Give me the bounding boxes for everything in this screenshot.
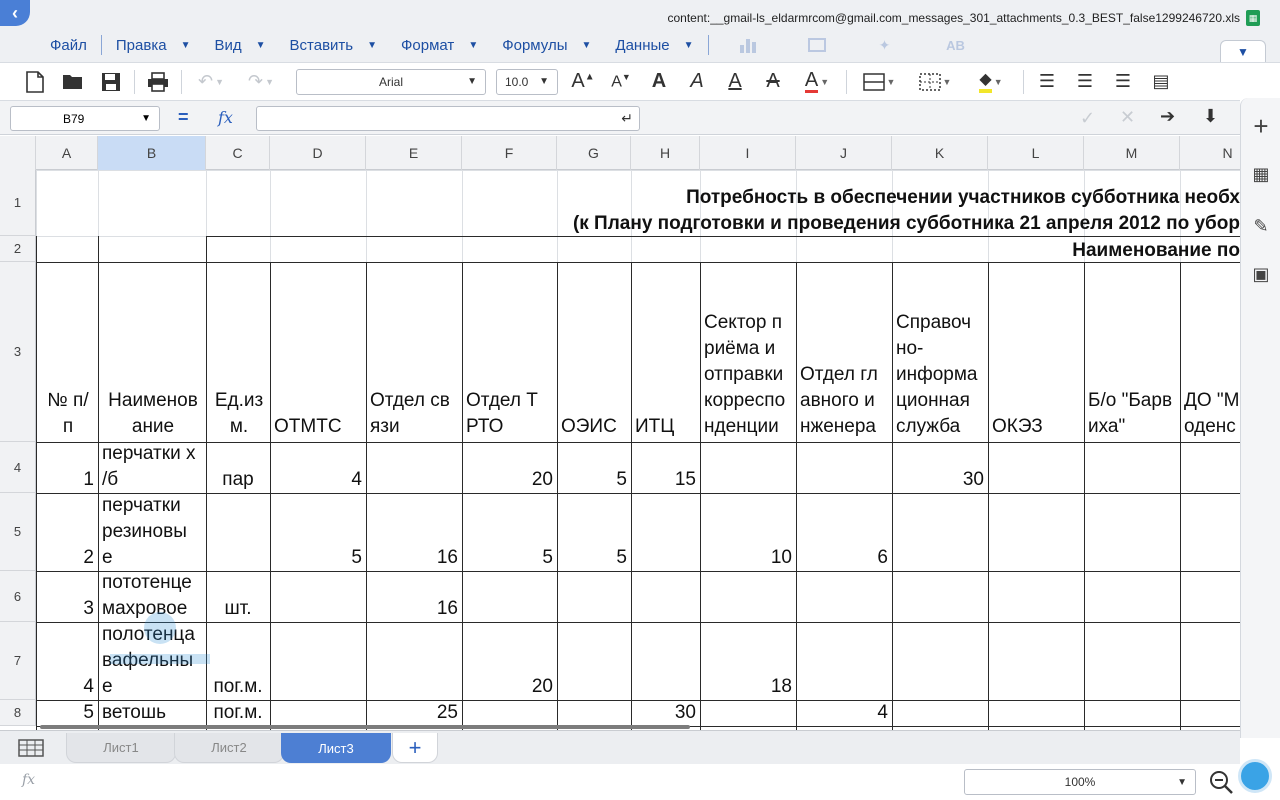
decrease-font-icon[interactable]: A▼: [611, 71, 631, 91]
table-border: [700, 262, 701, 730]
row-header-6[interactable]: 6: [0, 571, 36, 622]
column-header-m[interactable]: M: [1084, 136, 1180, 170]
zoom-in-icon[interactable]: [1238, 759, 1272, 793]
table-border: [36, 493, 1240, 494]
table-border: [366, 262, 367, 730]
chevron-down-icon: ▼: [141, 113, 151, 124]
shapes-icon: ✦: [878, 36, 891, 53]
table-border: [988, 262, 989, 730]
chevron-down-icon: ▼: [255, 39, 266, 51]
sheet-tab-2[interactable]: [174, 733, 284, 763]
chevron-down-icon: ▼: [265, 76, 274, 87]
merge-cells-button[interactable]: [851, 66, 907, 98]
chevron-down-icon: ▼: [1237, 44, 1249, 59]
chevron-down-icon: ▼: [215, 76, 224, 87]
header-cell-f[interactable]: Отдел Т РТО: [466, 390, 538, 437]
cell-i7[interactable]: 18: [770, 676, 792, 697]
cell-reference-box[interactable]: [10, 106, 160, 131]
cell-c4[interactable]: пар: [222, 469, 254, 490]
zoom-value: 100%: [1064, 775, 1096, 789]
confirm-icon[interactable]: ✓: [1080, 108, 1096, 128]
borders-button[interactable]: [907, 66, 963, 98]
column-header-j[interactable]: J: [796, 136, 892, 170]
cell-f4[interactable]: 20: [531, 469, 553, 490]
menu-formulas[interactable]: [494, 31, 599, 59]
bold-icon[interactable]: A: [651, 70, 667, 92]
cell-f5[interactable]: 5: [542, 547, 553, 568]
sheet-tab-1[interactable]: [66, 733, 176, 763]
image-icon: [808, 38, 826, 52]
column-header-b[interactable]: B: [98, 136, 206, 170]
row-header-5[interactable]: 5: [0, 493, 36, 571]
cell-h8[interactable]: 30: [674, 702, 696, 723]
arrow-right-icon[interactable]: ➔: [1160, 106, 1176, 126]
menu-label: Данные: [615, 36, 670, 54]
align-right-icon[interactable]: ☰: [1114, 71, 1132, 91]
sheet-list-icon[interactable]: [18, 739, 44, 757]
column-header-c[interactable]: C: [206, 136, 270, 170]
header-cell-d[interactable]: ОТМТС: [274, 416, 342, 437]
new-document-icon[interactable]: [16, 66, 54, 98]
cell-g4[interactable]: 5: [616, 469, 627, 490]
paint-bucket-icon: ◆: [979, 71, 991, 93]
cell-c7[interactable]: пог.м.: [213, 676, 263, 697]
menu-divider: [101, 35, 102, 55]
wrap-text-icon[interactable]: ▤: [1152, 71, 1170, 91]
cell-b6[interactable]: пототенце махровое: [102, 572, 192, 619]
chevron-down-icon: ▼: [468, 39, 479, 51]
table-border: [892, 262, 893, 730]
chevron-down-icon: ▼: [367, 39, 378, 51]
borders-icon: [919, 73, 941, 91]
chevron-down-icon: ▼: [683, 39, 694, 51]
cell-j8[interactable]: 4: [877, 702, 888, 723]
increase-font-icon[interactable]: A▲: [571, 70, 595, 92]
align-center-icon[interactable]: ☰: [1076, 71, 1094, 91]
sheet-tab-label: Лист1: [103, 740, 139, 755]
menu-label: Правка: [115, 36, 167, 54]
spreadsheet-file-icon: ▦: [1246, 10, 1260, 26]
toolbar-divider: [846, 70, 847, 94]
row-header-3[interactable]: 3: [0, 262, 36, 442]
select-all-corner[interactable]: [0, 136, 36, 170]
column-headers: [0, 136, 1240, 170]
plus-icon: +: [408, 734, 422, 760]
font-color-icon: A: [804, 69, 819, 91]
header-cell-n[interactable]: ДО "М оденс: [1184, 390, 1240, 437]
main-menu: [0, 30, 993, 60]
menu-view[interactable]: [206, 31, 273, 59]
table-settings-icon[interactable]: ▦: [1252, 163, 1270, 184]
chart-icon: [740, 37, 758, 53]
file-name: content:__gmail-ls_eldarmrcom@gmail.com_messages_301_attachments_0.3_BEST_false1299246720.xls: [667, 11, 1240, 25]
table-border: [206, 236, 1240, 237]
cell-i5[interactable]: 10: [770, 547, 792, 568]
function-status-icon[interactable]: fx: [22, 772, 36, 788]
column-header-n[interactable]: N: [1180, 136, 1240, 170]
cell-f7[interactable]: 20: [531, 676, 553, 697]
header-cell-m[interactable]: Б/о "Барв иха": [1088, 390, 1173, 437]
column-header-d[interactable]: D: [270, 136, 366, 170]
column-header-f[interactable]: F: [462, 136, 557, 170]
open-folder-icon[interactable]: [54, 66, 92, 98]
cell-h4[interactable]: 15: [674, 469, 696, 490]
header-cell-l[interactable]: ОКЭЗ: [992, 416, 1043, 437]
cell-a8[interactable]: 5: [83, 702, 94, 723]
table-border: [1180, 262, 1181, 730]
sheet-title-line1: Потребность в обеспечении участников субботника необх: [686, 187, 1240, 208]
cell-c6[interactable]: шт.: [224, 598, 252, 619]
column-header-e[interactable]: E: [366, 136, 462, 170]
chevron-down-icon: ▼: [942, 76, 952, 87]
sheet-tab-label: Лист2: [211, 740, 247, 755]
row-header-7[interactable]: 7: [0, 622, 36, 700]
toolbar-divider: [1023, 70, 1024, 94]
plus-icon[interactable]: +: [1253, 110, 1269, 141]
table-border: [36, 262, 1240, 263]
formula-bar: [0, 100, 1240, 135]
row-header-2[interactable]: 2: [0, 236, 36, 262]
back-button[interactable]: [0, 0, 30, 26]
row-header-4[interactable]: 4: [0, 442, 36, 493]
header-cell-e[interactable]: Отдел св язи: [370, 390, 450, 437]
cell-j5[interactable]: 6: [877, 547, 888, 568]
cancel-icon[interactable]: ✕: [1120, 107, 1136, 127]
chevron-down-icon: ▼: [581, 39, 592, 51]
menu-file[interactable]: [42, 31, 95, 59]
chevron-down-icon: ▼: [539, 76, 549, 87]
chevron-down-icon: ▼: [1177, 776, 1187, 788]
save-icon[interactable]: [92, 66, 130, 98]
zoom-select[interactable]: [964, 769, 1196, 795]
cell-a6[interactable]: 3: [83, 598, 94, 619]
status-bar: [0, 764, 1280, 800]
table-border: [462, 262, 463, 730]
chevron-down-icon: ▼: [993, 76, 1003, 87]
gridline: [36, 170, 1240, 171]
cell-b7[interactable]: полотенца вафельны е: [102, 624, 195, 697]
menu-format[interactable]: [393, 31, 486, 59]
row-header-8[interactable]: 8: [0, 700, 36, 726]
enter-icon[interactable]: ↵: [621, 110, 633, 126]
column-header-i[interactable]: I: [700, 136, 796, 170]
cell-e6[interactable]: 16: [436, 598, 458, 619]
column-header-l[interactable]: L: [988, 136, 1084, 170]
cell-d4[interactable]: 4: [351, 469, 362, 490]
format-toolbar: [0, 62, 1280, 100]
horizontal-scrollbar[interactable]: [40, 725, 690, 729]
table-border: [36, 571, 1240, 572]
header-cell-g[interactable]: ОЭИС: [561, 416, 617, 437]
menu-edit[interactable]: [108, 31, 199, 59]
fill-color-button[interactable]: [963, 66, 1019, 98]
font-name-value: Arial: [378, 74, 403, 89]
chevron-down-icon: ▼: [886, 76, 896, 87]
chevron-down-icon: ▼: [820, 76, 830, 87]
formula-input[interactable]: [256, 106, 640, 131]
menu-insert[interactable]: [282, 31, 386, 59]
toolbar-divider: [134, 70, 135, 94]
toolbar-divider: [181, 70, 182, 94]
column-header-a[interactable]: A: [36, 136, 98, 170]
column-header-k[interactable]: K: [892, 136, 988, 170]
cell-b8[interactable]: ветошь: [102, 702, 167, 723]
column-header-h[interactable]: H: [631, 136, 700, 170]
zoom-out-icon[interactable]: [1208, 769, 1234, 795]
edit-icon[interactable]: ✎: [1253, 215, 1269, 236]
table-border: [36, 442, 1240, 443]
sheet-tab-3[interactable]: [281, 733, 391, 763]
redo-icon: ↷: [247, 71, 264, 91]
cell-k4[interactable]: 30: [962, 469, 984, 490]
cell-a5[interactable]: 2: [83, 547, 94, 568]
merge-cells-icon: [863, 73, 885, 91]
function-icon[interactable]: fx: [218, 108, 233, 127]
column-header-g[interactable]: G: [557, 136, 631, 170]
menu-label: Вставить: [289, 36, 354, 54]
menu-label: Формулы: [502, 36, 568, 54]
table-border: [631, 262, 632, 730]
sheet-tabs-bar: [0, 730, 1240, 764]
header-cell-h[interactable]: ИТЦ: [635, 416, 675, 437]
sheet-tab-label: Лист3: [318, 740, 354, 756]
undo-button[interactable]: [186, 66, 236, 98]
font-name-select[interactable]: [296, 69, 486, 95]
header-cell-j[interactable]: Отдел гл авного и нженера: [800, 364, 878, 437]
menu-label: Файл: [50, 36, 87, 54]
underline-icon[interactable]: A: [728, 70, 742, 92]
cell-reference-value: B79: [63, 111, 85, 126]
panel-icon[interactable]: ▣: [1252, 263, 1270, 284]
sheet-title-line2: (к Плану подготовки и проведения субботника 21 апреля 2012 по убор: [572, 213, 1240, 234]
cell-a7[interactable]: 4: [83, 676, 94, 697]
row-header-1[interactable]: 1: [0, 170, 36, 236]
cell-g5[interactable]: 5: [616, 547, 627, 568]
header-cell-i[interactable]: Сектор п риёма и отправки корреспо нденции: [704, 312, 786, 437]
table-border: [206, 236, 207, 730]
menu-label: Формат: [401, 36, 455, 54]
collapse-menu-button[interactable]: [1220, 40, 1266, 62]
cell-b5[interactable]: перчатки резиновы е: [102, 495, 187, 568]
header-cell-a[interactable]: № п/ п: [47, 390, 89, 437]
header-cell-b[interactable]: Наименов ание: [108, 390, 198, 437]
menu-divider: [708, 35, 709, 55]
title-menu-bar: [0, 0, 1280, 62]
table-border: [796, 262, 797, 730]
sheet-grid[interactable]: [0, 136, 1240, 730]
redo-button[interactable]: [236, 66, 286, 98]
cell-c8[interactable]: пог.м.: [213, 702, 263, 723]
chevron-down-icon: ▼: [467, 76, 477, 87]
sheet-header-row2: Наименование по: [1072, 240, 1240, 261]
table-border: [98, 236, 99, 730]
table-border: [36, 236, 37, 730]
cell-d5[interactable]: 5: [351, 547, 362, 568]
strikethrough-icon[interactable]: A: [766, 70, 780, 92]
menu-data[interactable]: [607, 31, 701, 59]
table-border: [1084, 262, 1085, 730]
table-border: [36, 622, 1240, 623]
undo-icon: ↶: [197, 71, 214, 91]
font-size-select[interactable]: [496, 69, 558, 95]
chevron-left-icon: ‹: [12, 2, 18, 23]
cell-e5[interactable]: 16: [436, 547, 458, 568]
chevron-down-icon: ▼: [180, 39, 191, 51]
table-border: [270, 262, 271, 730]
cell-b4[interactable]: перчатки х /б: [102, 443, 196, 490]
textbox-icon: AB: [946, 37, 965, 53]
menu-label: Вид: [214, 36, 242, 54]
cell-a4[interactable]: 1: [83, 469, 94, 490]
font-size-value: 10.0: [505, 74, 529, 89]
header-cell-k[interactable]: Справоч но- информа ционная служба: [896, 312, 978, 437]
cell-e8[interactable]: 25: [436, 702, 458, 723]
align-left-icon[interactable]: ☰: [1038, 71, 1056, 91]
font-color-button[interactable]: [792, 66, 842, 98]
equals-icon[interactable]: =: [178, 107, 189, 127]
arrow-down-icon[interactable]: ⬇: [1203, 106, 1219, 126]
italic-icon[interactable]: A: [690, 70, 704, 92]
side-panel: [1240, 98, 1280, 738]
add-sheet-button[interactable]: [392, 733, 438, 763]
header-cell-c[interactable]: Ед.из м.: [214, 390, 264, 437]
table-border: [557, 262, 558, 730]
print-icon[interactable]: [139, 66, 177, 98]
